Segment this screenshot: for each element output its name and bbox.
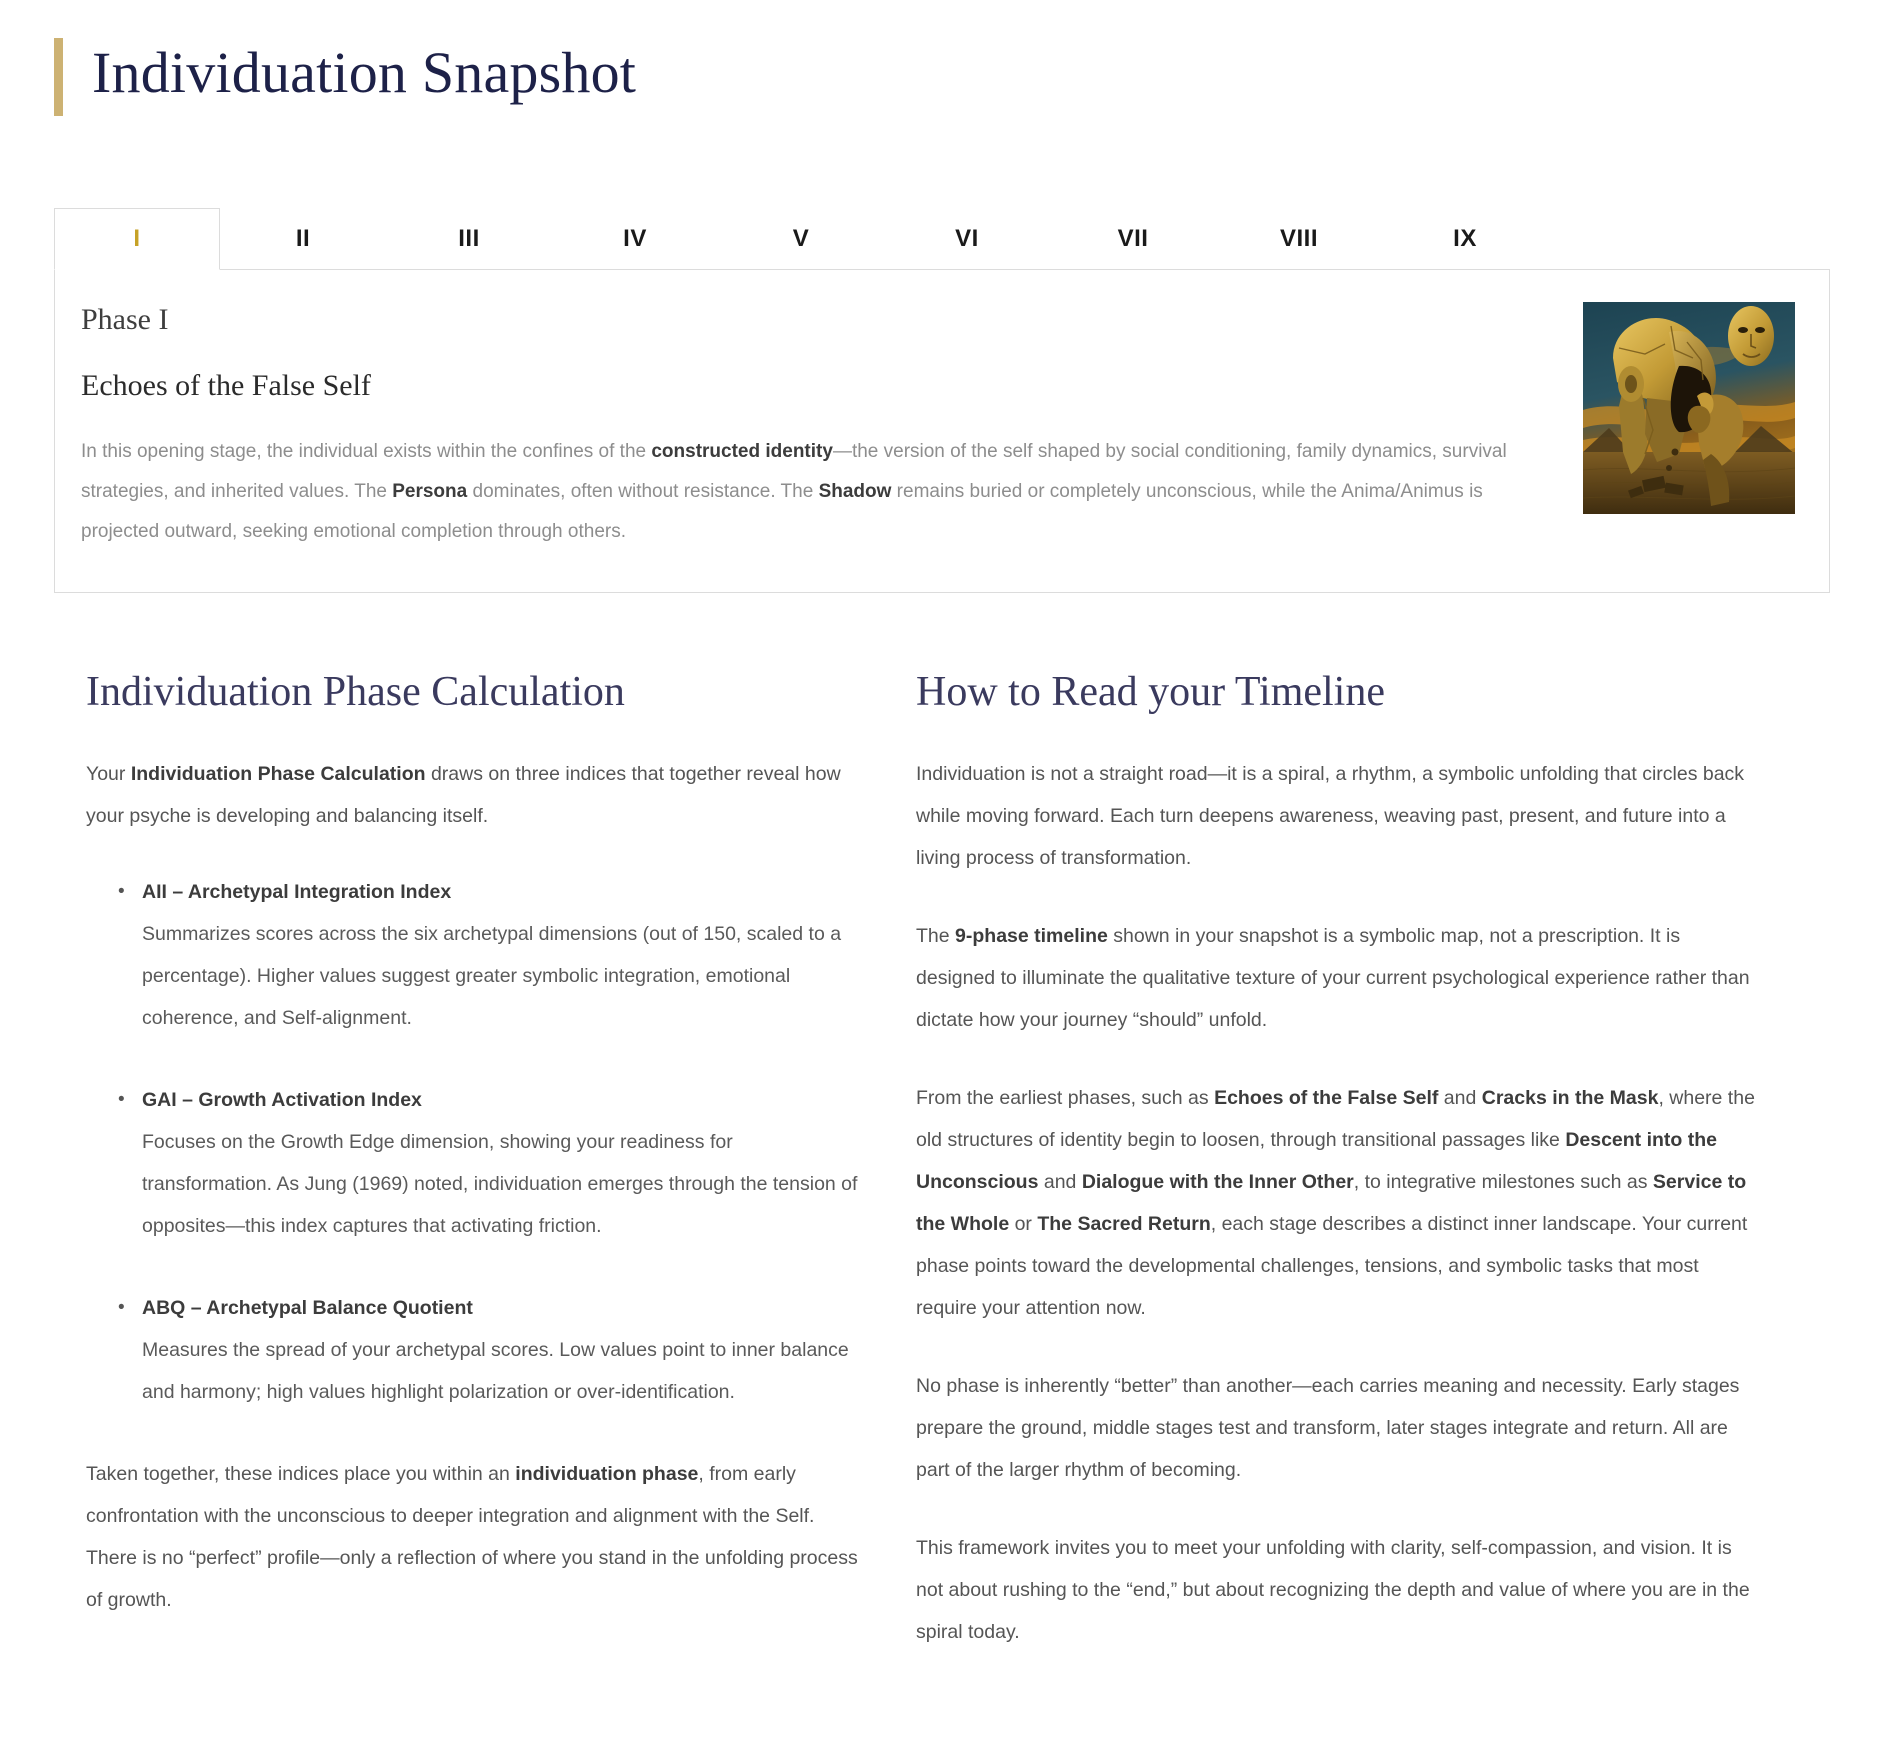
column-how-to-read-your-timeline	[916, 665, 1756, 1689]
index-term: • ABQ – Archetypal Balance Quotient	[142, 1297, 473, 1319]
phase-tab-label: II	[295, 225, 311, 252]
phase-tab-strip	[54, 208, 1830, 270]
right-column-paragraph: The 9-phase timeline shown in your snapshot is a symbolic map, not a prescription. It is designed to illuminate the qualitative texture of your current psychological experience rather than dictate how your journey “should” unfold.	[916, 925, 1750, 1031]
index-item	[142, 1079, 864, 1247]
phase-tab-viii[interactable]	[1216, 208, 1382, 269]
title-accent-bar	[54, 38, 63, 116]
phase-panel	[54, 270, 1830, 593]
index-term: • GAI – Growth Activation Index	[142, 1089, 422, 1111]
phase-tab-vii[interactable]	[1050, 208, 1216, 269]
page-header	[54, 34, 1878, 120]
phase-tab-i[interactable]	[54, 208, 220, 270]
phase-tabs-section	[54, 208, 1830, 593]
index-description: Summarizes scores across the six archetypal dimensions (out of 150, scaled to a percentage). Higher values suggest greater symbolic integration, emotional coherence, and Self-alignment.	[142, 923, 842, 1029]
right-column-paragraphs	[916, 753, 1756, 1653]
phase-tab-ix[interactable]	[1382, 208, 1548, 269]
phase-artwork	[1583, 302, 1795, 514]
right-column-title: How to Read your Timeline	[916, 669, 1385, 715]
phase-description: In this opening stage, the individual exists within the confines of the constructed identity—the version of the self shaped by social conditioning, family dynamics, survival strategies, and inherited values. The Persona dominates, often without resistance. The Shadow remains buried or completely unconscious, while the Anima/Animus is projected outward, seeking emotional completion through others.	[81, 441, 1507, 542]
phase-tab-iv[interactable]	[552, 208, 718, 269]
phase-tab-v[interactable]	[718, 208, 884, 269]
content-columns	[54, 665, 1830, 1689]
index-term: • AII – Archetypal Integration Index	[142, 881, 452, 903]
phase-tab-ii[interactable]	[220, 208, 386, 269]
phase-tab-label: I	[133, 225, 141, 252]
right-column-paragraph: This framework invites you to meet your unfolding with clarity, self-compassion, and vision. It is not about rushing to the “end,” but about recognizing the depth and value of where you are in the spiral today.	[916, 1537, 1750, 1643]
phase-label: Phase I	[81, 303, 169, 336]
index-definition-list	[54, 871, 864, 1413]
left-column-intro: Your Individuation Phase Calculation draws on three indices that together reveal how your psyche is developing and balancing itself.	[86, 763, 841, 827]
index-description: Measures the spread of your archetypal scores. Low values point to inner balance and harmony; high values highlight polarization or over-identification.	[142, 1339, 849, 1403]
phase-tab-label: V	[792, 225, 810, 252]
right-column-paragraph: No phase is inherently “better” than another—each carries meaning and necessity. Early stages prepare the ground, middle stages test and transform, later stages integrate and return. All are part of the larger rhythm of becoming.	[916, 1375, 1740, 1481]
phase-tab-label: VIII	[1279, 225, 1318, 252]
left-column-title: Individuation Phase Calculation	[86, 669, 625, 715]
index-item	[142, 871, 864, 1039]
left-column-closing: Taken together, these indices place you within an individuation phase, from early confrontation with the unconscious to deeper integration and alignment with the Self. There is no “perfect” profile—only a reflection of where you stand in the unfolding process of growth.	[86, 1463, 858, 1611]
phase-name: Echoes of the False Self	[81, 369, 371, 402]
phase-tab-label: VII	[1117, 225, 1149, 252]
phase-tab-label: III	[458, 225, 480, 252]
column-individuation-phase-calculation	[54, 665, 864, 1689]
index-item	[142, 1287, 864, 1413]
phase-tab-label: VI	[955, 225, 979, 252]
index-description: Focuses on the Growth Edge dimension, showing your readiness for transformation. As Jung (1969) noted, individuation emerges through the tension of opposites—this index captures that activating friction.	[142, 1131, 858, 1237]
page-title: Individuation Snapshot	[92, 40, 637, 105]
right-column-paragraph: Individuation is not a straight road—it is a spiral, a rhythm, a symbolic unfolding that circles back while moving forward. Each turn deepens awareness, weaving past, present, and future into a living process of transformation.	[916, 763, 1745, 869]
right-column-paragraph: From the earliest phases, such as Echoes of the False Self and Cracks in the Mask, where the old structures of identity begin to loosen, through transitional passages like Descent into the Unconscious and Dialogue with the Inner Other, to integrative milestones such as Service to the Whole or The Sacred Return, each stage describes a distinct inner landscape. Your current phase points toward the developmental challenges, tensions, and symbolic tasks that most require your attention now.	[916, 1087, 1755, 1319]
phase-tab-iii[interactable]	[386, 208, 552, 269]
phase-tab-label: IX	[1453, 225, 1477, 252]
phase-tab-label: IV	[623, 225, 647, 252]
phase-tab-vi[interactable]	[884, 208, 1050, 269]
